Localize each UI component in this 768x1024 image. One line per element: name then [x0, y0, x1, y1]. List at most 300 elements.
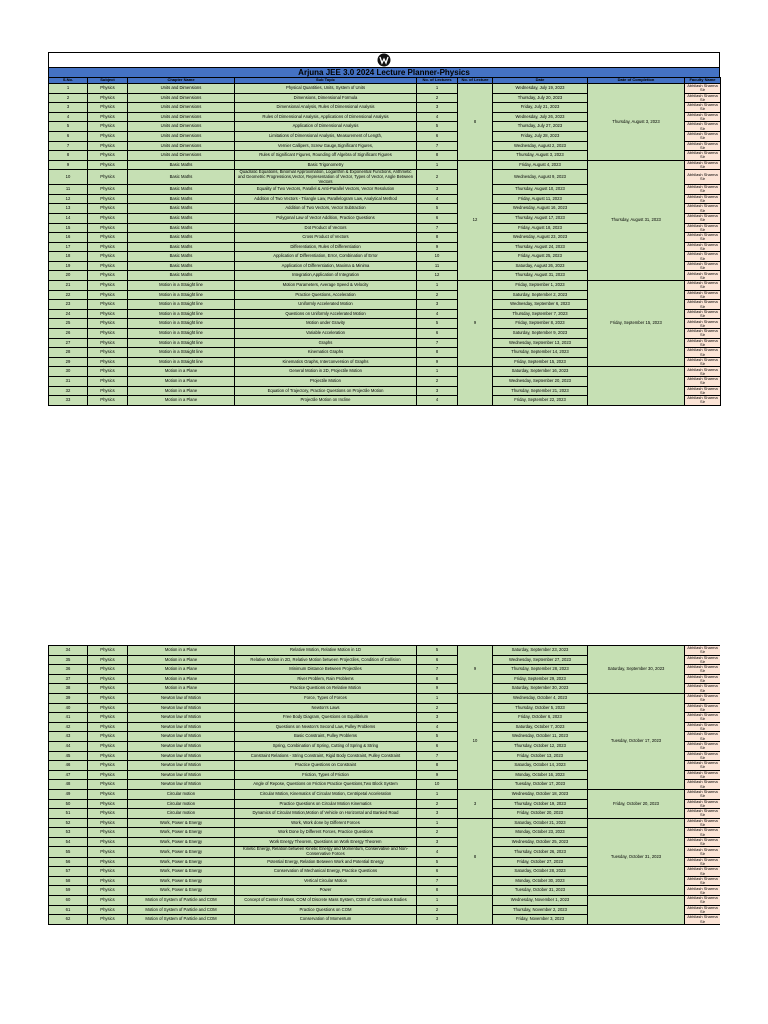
chapter-name-cell: Basic Maths	[128, 194, 235, 204]
faculty-name-cell: Abhilash Sharma Sir	[685, 357, 721, 367]
chapter-name-cell: Work, Power & Energy	[128, 828, 235, 838]
faculty-name-cell: Abhilash Sharma Sir	[685, 170, 721, 185]
planner-sheet-2	[48, 645, 720, 1024]
lecture-number-cell: 9	[417, 242, 458, 252]
serial-number-cell: 48	[49, 780, 88, 790]
date-cell: Saturday, September 23, 2023	[493, 646, 588, 656]
date-cell: Thursday, October 26, 2023	[493, 847, 588, 857]
serial-number-cell: 44	[49, 741, 88, 751]
column-header: Chapter Name	[128, 78, 235, 84]
chapter-name-cell: Newton law of Motion	[128, 703, 235, 713]
chapter-name-cell: Motion in a Plane	[128, 674, 235, 684]
faculty-name-cell: Abhilash Sharma Sir	[685, 281, 721, 291]
serial-number-cell: 7	[49, 141, 88, 151]
subject-cell: Physics	[88, 185, 128, 195]
completion-date-cell: Tuesday, October 17, 2023	[588, 693, 685, 789]
lecture-number-cell: 4	[417, 722, 458, 732]
sub-topic-cell: Conservation of Momentum	[235, 915, 417, 925]
lecture-number-cell: 12	[417, 271, 458, 281]
subject-cell: Physics	[88, 780, 128, 790]
date-cell: Wednesday, September 13, 2023	[493, 338, 588, 348]
faculty-name-cell: Abhilash Sharma Sir	[685, 185, 721, 195]
chapter-name-cell: Work, Power & Energy	[128, 847, 235, 857]
serial-number-cell: 56	[49, 857, 88, 867]
subject-cell: Physics	[88, 915, 128, 925]
sub-topic-cell: Practice Questions on Relative Motion	[235, 684, 417, 694]
faculty-name-cell: Abhilash Sharma Sir	[685, 309, 721, 319]
faculty-name-cell: Abhilash Sharma Sir	[685, 665, 721, 675]
chapter-name-cell: Units and Dimensions	[128, 122, 235, 132]
subject-cell: Physics	[88, 131, 128, 141]
lecture-number-cell: 2	[417, 377, 458, 387]
subject-cell: Physics	[88, 684, 128, 694]
serial-number-cell: 33	[49, 396, 88, 406]
date-cell: Tuesday, October 17, 2023	[493, 780, 588, 790]
lecture-count-cell	[458, 367, 493, 405]
date-cell: Saturday, September 9, 2023	[493, 329, 588, 339]
faculty-name-cell: Abhilash Sharma Sir	[685, 103, 721, 113]
lecture-number-cell: 1	[417, 160, 458, 170]
chapter-name-cell: Basic Maths	[128, 213, 235, 223]
date-cell: Friday, August 25, 2023	[493, 252, 588, 262]
faculty-name-cell: Abhilash Sharma Sir	[685, 329, 721, 339]
lecture-number-cell: 10	[417, 780, 458, 790]
date-cell: Friday, July 28, 2023	[493, 131, 588, 141]
date-cell: Thursday, September 14, 2023	[493, 348, 588, 358]
serial-number-cell: 31	[49, 377, 88, 387]
sub-topic-cell: Uniformly Accelerated Motion	[235, 300, 417, 310]
date-cell: Friday, October 27, 2023	[493, 857, 588, 867]
subject-cell: Physics	[88, 761, 128, 771]
date-cell: Friday, October 20, 2023	[493, 809, 588, 819]
subject-cell: Physics	[88, 809, 128, 819]
sub-topic-cell: General Motion in 2D, Projectile Motion	[235, 367, 417, 377]
sub-topic-cell: Motion Parameters, Average Speed & Velocity	[235, 281, 417, 291]
serial-number-cell: 23	[49, 300, 88, 310]
chapter-name-cell: Motion in a Straight line	[128, 309, 235, 319]
lecture-number-cell: 3	[417, 103, 458, 113]
column-header: Date	[493, 78, 588, 84]
column-header: S.No.	[49, 78, 88, 84]
subject-cell: Physics	[88, 160, 128, 170]
sub-topic-cell: Questions on Newton's Second Law, Pulley Problems	[235, 722, 417, 732]
lecture-number-cell: 3	[417, 300, 458, 310]
chapter-name-cell: Basic Maths	[128, 252, 235, 262]
date-cell: Thursday, September 21, 2023	[493, 386, 588, 396]
subject-cell: Physics	[88, 886, 128, 896]
subject-cell: Physics	[88, 357, 128, 367]
sub-topic-cell: Limitations of Dimensional Analysis, Measurement of Length,	[235, 131, 417, 141]
date-cell: Friday, July 21, 2023	[493, 103, 588, 113]
serial-number-cell: 25	[49, 319, 88, 329]
faculty-name-cell: Abhilash Sharma Sir	[685, 818, 721, 828]
chapter-name-cell: Basic Maths	[128, 233, 235, 243]
subject-cell: Physics	[88, 377, 128, 387]
date-cell: Friday, November 3, 2023	[493, 915, 588, 925]
completion-date-cell: Saturday, September 30, 2023	[588, 646, 685, 694]
serial-number-cell: 53	[49, 828, 88, 838]
serial-number-cell: 15	[49, 223, 88, 233]
sub-topic-cell: Cross Product of Vectors	[235, 233, 417, 243]
faculty-name-cell: Abhilash Sharma Sir	[685, 213, 721, 223]
planner-title: Arjuna JEE 3.0 2024 Lecture Planner-Physics	[48, 67, 720, 77]
sub-topic-cell: Quadratic Equations, Binomial Approximation, Logarithm & Exponential Functions, Arithmetic and Geometric Progressions,Vector, Representation of Vector, Types of Vector, Angle Between Vectors	[235, 170, 417, 185]
sub-topic-cell: Projectile Motion	[235, 377, 417, 387]
date-cell: Saturday, October 21, 2023	[493, 818, 588, 828]
sub-topic-cell: Relative Motion, Relative Motion in 1D	[235, 646, 417, 656]
lecture-count-cell: 8	[458, 84, 493, 161]
faculty-name-cell: Abhilash Sharma Sir	[685, 770, 721, 780]
subject-cell: Physics	[88, 122, 128, 132]
chapter-name-cell: Units and Dimensions	[128, 131, 235, 141]
subject-cell: Physics	[88, 386, 128, 396]
sub-topic-cell: Spring, Combination of Spring, Cutting of Spring & String	[235, 741, 417, 751]
sub-topic-cell: Power	[235, 886, 417, 896]
serial-number-cell: 3	[49, 103, 88, 113]
date-cell: Wednesday, July 26, 2023	[493, 112, 588, 122]
serial-number-cell: 46	[49, 761, 88, 771]
sub-topic-cell: River Problem, Rain Problems	[235, 674, 417, 684]
table-row	[49, 281, 721, 291]
chapter-name-cell: Basic Maths	[128, 223, 235, 233]
sub-topic-cell: Application of Differentiation, Maxima & Minima	[235, 261, 417, 271]
planner-sheet-1	[48, 52, 720, 406]
faculty-name-cell: Abhilash Sharma Sir	[685, 93, 721, 103]
completion-date-cell	[588, 367, 685, 405]
lecture-count-cell: 12	[458, 160, 493, 280]
lecture-number-cell: 3	[417, 915, 458, 925]
sub-topic-cell: Force, Types of Forces	[235, 693, 417, 703]
chapter-name-cell: Motion of System of Particle and COM	[128, 915, 235, 925]
subject-cell: Physics	[88, 329, 128, 339]
lecture-number-cell: 10	[417, 252, 458, 262]
faculty-name-cell: Abhilash Sharma Sir	[685, 261, 721, 271]
date-cell: Tuesday, October 31, 2023	[493, 886, 588, 896]
chapter-name-cell: Newton law of Motion	[128, 770, 235, 780]
table-row	[49, 367, 721, 377]
date-cell: Wednesday, October 25, 2023	[493, 837, 588, 847]
sub-topic-cell: Differentiation, Rules of Differentiation	[235, 242, 417, 252]
faculty-name-cell: Abhilash Sharma Sir	[685, 112, 721, 122]
faculty-name-cell: Abhilash Sharma Sir	[685, 204, 721, 214]
lecture-number-cell: 1	[417, 896, 458, 906]
sub-topic-cell: Dynamics of Circular Motion,Motion of Vehicle on Horizontal and Banked Road	[235, 809, 417, 819]
date-cell: Saturday, September 2, 2023	[493, 290, 588, 300]
lecture-number-cell: 6	[417, 329, 458, 339]
subject-cell: Physics	[88, 732, 128, 742]
subject-cell: Physics	[88, 252, 128, 262]
date-cell: Saturday, October 7, 2023	[493, 722, 588, 732]
chapter-name-cell: Newton law of Motion	[128, 751, 235, 761]
chapter-name-cell: Units and Dimensions	[128, 151, 235, 161]
sub-topic-cell: Rules of Significant Figures, Rounding off Algebra of Significant Figures	[235, 151, 417, 161]
date-cell: Friday, August 4, 2023	[493, 160, 588, 170]
sub-topic-cell: Friction, Types of Friction	[235, 770, 417, 780]
faculty-name-cell: Abhilash Sharma Sir	[685, 732, 721, 742]
lecture-number-cell: 7	[417, 665, 458, 675]
serial-number-cell: 27	[49, 338, 88, 348]
faculty-name-cell: Abhilash Sharma Sir	[685, 242, 721, 252]
date-cell: Monday, October 23, 2023	[493, 828, 588, 838]
date-cell: Wednesday, October 4, 2023	[493, 693, 588, 703]
planner-table-1	[48, 77, 721, 406]
faculty-name-cell: Abhilash Sharma Sir	[685, 377, 721, 387]
sub-topic-cell: Addition of Two Vectors - Triangle Law, Parallelogram Law, Analytical Method	[235, 194, 417, 204]
chapter-name-cell: Basic Maths	[128, 242, 235, 252]
serial-number-cell: 16	[49, 233, 88, 243]
sub-topic-cell: Polygonal Law of Vector Addition, Practice Questions	[235, 213, 417, 223]
lecture-number-cell: 7	[417, 141, 458, 151]
chapter-name-cell: Newton law of Motion	[128, 732, 235, 742]
sub-topic-cell: Motion under Gravity	[235, 319, 417, 329]
serial-number-cell: 14	[49, 213, 88, 223]
serial-number-cell: 11	[49, 185, 88, 195]
serial-number-cell: 42	[49, 722, 88, 732]
serial-number-cell: 52	[49, 818, 88, 828]
table-row	[49, 896, 721, 906]
table-row	[49, 693, 721, 703]
lecture-number-cell: 1	[417, 84, 458, 94]
faculty-name-cell: Abhilash Sharma Sir	[685, 194, 721, 204]
subject-cell: Physics	[88, 204, 128, 214]
serial-number-cell: 13	[49, 204, 88, 214]
serial-number-cell: 54	[49, 837, 88, 847]
faculty-name-cell: Abhilash Sharma Sir	[685, 722, 721, 732]
date-cell: Wednesday, August 16, 2023	[493, 204, 588, 214]
chapter-name-cell: Motion in a Straight line	[128, 329, 235, 339]
serial-number-cell: 50	[49, 799, 88, 809]
faculty-name-cell: Abhilash Sharma Sir	[685, 290, 721, 300]
completion-date-cell: Thursday, August 31, 2023	[588, 160, 685, 280]
column-header: Subject	[88, 78, 128, 84]
lecture-number-cell: 8	[417, 674, 458, 684]
lecture-count-cell: 8	[458, 818, 493, 895]
lecture-number-cell: 9	[417, 684, 458, 694]
sub-topic-cell: Practice Questions on Constraint	[235, 761, 417, 771]
faculty-name-cell: Abhilash Sharma Sir	[685, 789, 721, 799]
table-row	[49, 160, 721, 170]
chapter-name-cell: Circular motion	[128, 809, 235, 819]
chapter-name-cell: Circular motion	[128, 799, 235, 809]
serial-number-cell: 45	[49, 751, 88, 761]
date-cell: Saturday, August 26, 2023	[493, 261, 588, 271]
lecture-number-cell: 8	[417, 233, 458, 243]
subject-cell: Physics	[88, 300, 128, 310]
lecture-number-cell: 5	[417, 646, 458, 656]
serial-number-cell: 39	[49, 693, 88, 703]
lecture-number-cell: 1	[417, 693, 458, 703]
lecture-number-cell: 1	[417, 367, 458, 377]
chapter-name-cell: Newton law of Motion	[128, 722, 235, 732]
sub-topic-cell: Circular Motion, Kinematics of Circular Motion, Centripetal Acceleration	[235, 789, 417, 799]
sub-topic-cell: Conservation of Mechanical Energy, Practice Questions	[235, 867, 417, 877]
completion-date-cell	[588, 896, 685, 925]
date-cell: Thursday, October 19, 2023	[493, 799, 588, 809]
chapter-name-cell: Newton law of Motion	[128, 713, 235, 723]
sub-topic-cell: Graphs	[235, 338, 417, 348]
faculty-name-cell: Abhilash Sharma Sir	[685, 646, 721, 656]
lecture-number-cell: 4	[417, 194, 458, 204]
subject-cell: Physics	[88, 309, 128, 319]
lecture-number-cell: 6	[417, 213, 458, 223]
serial-number-cell: 36	[49, 665, 88, 675]
date-cell: Saturday, September 16, 2023	[493, 367, 588, 377]
table-row	[49, 818, 721, 828]
sub-topic-cell: Physical Quantities, Units, System of Units	[235, 84, 417, 94]
sub-topic-cell: Work, Work done by Different Forces	[235, 818, 417, 828]
chapter-name-cell: Motion in a Straight line	[128, 357, 235, 367]
subject-cell: Physics	[88, 242, 128, 252]
subject-cell: Physics	[88, 751, 128, 761]
sub-topic-cell: Potential Energy, Relation Between Work and Potential Energy	[235, 857, 417, 867]
sub-topic-cell: Angle of Repose, Questions on Friction Practice Questions,Two Block System	[235, 780, 417, 790]
chapter-name-cell: Motion in a Plane	[128, 665, 235, 675]
chapter-name-cell: Work, Power & Energy	[128, 857, 235, 867]
subject-cell: Physics	[88, 847, 128, 857]
serial-number-cell: 29	[49, 357, 88, 367]
faculty-name-cell: Abhilash Sharma Sir	[685, 396, 721, 406]
faculty-name-cell: Abhilash Sharma Sir	[685, 896, 721, 906]
date-cell: Thursday, August 3, 2023	[493, 151, 588, 161]
faculty-name-cell: Abhilash Sharma Sir	[685, 131, 721, 141]
chapter-name-cell: Motion in a Straight line	[128, 348, 235, 358]
chapter-name-cell: Motion of System of Particle and COM	[128, 905, 235, 915]
serial-number-cell: 28	[49, 348, 88, 358]
lecture-number-cell: 6	[417, 867, 458, 877]
date-cell: Friday, September 15, 2023	[493, 357, 588, 367]
lecture-number-cell: 8	[417, 151, 458, 161]
serial-number-cell: 20	[49, 271, 88, 281]
lecture-number-cell: 6	[417, 655, 458, 665]
faculty-name-cell: Abhilash Sharma Sir	[685, 857, 721, 867]
subject-cell: Physics	[88, 367, 128, 377]
chapter-name-cell: Newton law of Motion	[128, 761, 235, 771]
sub-topic-cell: Integration,Application of Integration	[235, 271, 417, 281]
chapter-name-cell: Basic Maths	[128, 204, 235, 214]
faculty-name-cell: Abhilash Sharma Sir	[685, 84, 721, 94]
table-row	[49, 84, 721, 94]
lecture-number-cell: 4	[417, 112, 458, 122]
faculty-name-cell: Abhilash Sharma Sir	[685, 780, 721, 790]
chapter-name-cell: Basic Maths	[128, 160, 235, 170]
subject-cell: Physics	[88, 876, 128, 886]
subject-cell: Physics	[88, 290, 128, 300]
date-cell: Thursday, July 27, 2023	[493, 122, 588, 132]
lecture-number-cell: 9	[417, 770, 458, 780]
lecture-number-cell: 1	[417, 281, 458, 291]
chapter-name-cell: Units and Dimensions	[128, 93, 235, 103]
lecture-number-cell: 3	[417, 837, 458, 847]
lecture-number-cell: 3	[417, 713, 458, 723]
chapter-name-cell: Motion in a Straight line	[128, 300, 235, 310]
date-cell: Thursday, October 5, 2023	[493, 703, 588, 713]
date-cell: Friday, August 18, 2023	[493, 223, 588, 233]
faculty-name-cell: Abhilash Sharma Sir	[685, 905, 721, 915]
serial-number-cell: 43	[49, 732, 88, 742]
lecture-number-cell: 6	[417, 131, 458, 141]
lecture-number-cell: 2	[417, 703, 458, 713]
serial-number-cell: 22	[49, 290, 88, 300]
serial-number-cell: 41	[49, 713, 88, 723]
sub-topic-cell: Dimensional Analysis, Rules of Dimensional Analysis	[235, 103, 417, 113]
lecture-number-cell: 8	[417, 348, 458, 358]
date-cell: Wednesday, July 19, 2023	[493, 84, 588, 94]
institute-logo-icon	[377, 53, 391, 67]
date-cell: Friday, September 29, 2023	[493, 674, 588, 684]
sub-topic-cell: Work Energy Theorem, Questions on Work Energy Theorem	[235, 837, 417, 847]
sub-topic-cell: Vernier Callipers, Screw Gauge,Significant Figures,	[235, 141, 417, 151]
sub-topic-cell: Concept of Center of Mass, COM of Discrete Mass System, COM of Continuous Bodies	[235, 896, 417, 906]
lecture-number-cell: 8	[417, 886, 458, 896]
faculty-name-cell: Abhilash Sharma Sir	[685, 761, 721, 771]
faculty-name-cell: Abhilash Sharma Sir	[685, 847, 721, 857]
subject-cell: Physics	[88, 194, 128, 204]
serial-number-cell: 21	[49, 281, 88, 291]
lecture-number-cell: 9	[417, 357, 458, 367]
date-cell: Friday, August 11, 2023	[493, 194, 588, 204]
faculty-name-cell: Abhilash Sharma Sir	[685, 799, 721, 809]
faculty-name-cell: Abhilash Sharma Sir	[685, 122, 721, 132]
sub-topic-cell: Minimum Distance Between Projectiles	[235, 665, 417, 675]
column-header: Date of Completion	[588, 78, 685, 84]
serial-number-cell: 4	[49, 112, 88, 122]
sub-topic-cell: Dot Product of Vectors	[235, 223, 417, 233]
serial-number-cell: 61	[49, 905, 88, 915]
chapter-name-cell: Basic Maths	[128, 271, 235, 281]
lecture-number-cell: 2	[417, 828, 458, 838]
date-cell: Friday, October 6, 2023	[493, 713, 588, 723]
faculty-name-cell: Abhilash Sharma Sir	[685, 300, 721, 310]
serial-number-cell: 47	[49, 770, 88, 780]
subject-cell: Physics	[88, 905, 128, 915]
chapter-name-cell: Units and Dimensions	[128, 103, 235, 113]
chapter-name-cell: Motion in a Straight line	[128, 319, 235, 329]
subject-cell: Physics	[88, 170, 128, 185]
chapter-name-cell: Motion in a Plane	[128, 386, 235, 396]
subject-cell: Physics	[88, 799, 128, 809]
chapter-name-cell: Newton law of Motion	[128, 741, 235, 751]
subject-cell: Physics	[88, 655, 128, 665]
date-cell: Wednesday, August 9, 2023	[493, 170, 588, 185]
sub-topic-cell: Variable Acceleration	[235, 329, 417, 339]
serial-number-cell: 51	[49, 809, 88, 819]
lecture-number-cell: 1	[417, 818, 458, 828]
chapter-name-cell: Motion in a Straight line	[128, 290, 235, 300]
date-cell: Monday, October 30, 2023	[493, 876, 588, 886]
chapter-name-cell: Basic Maths	[128, 170, 235, 185]
completion-date-cell: Tuesday, October 31, 2023	[588, 818, 685, 895]
chapter-name-cell: Units and Dimensions	[128, 84, 235, 94]
sub-topic-cell: Vertical Circular Motion	[235, 876, 417, 886]
serial-number-cell: 58	[49, 876, 88, 886]
date-cell: Saturday, October 14, 2023	[493, 761, 588, 771]
lecture-count-cell: 9	[458, 281, 493, 367]
subject-cell: Physics	[88, 867, 128, 877]
lecture-number-cell: 7	[417, 876, 458, 886]
subject-cell: Physics	[88, 646, 128, 656]
lecture-number-cell: 5	[417, 204, 458, 214]
subject-cell: Physics	[88, 261, 128, 271]
faculty-name-cell: Abhilash Sharma Sir	[685, 703, 721, 713]
logo-bar	[48, 52, 720, 67]
serial-number-cell: 38	[49, 684, 88, 694]
date-cell: Thursday, July 20, 2023	[493, 93, 588, 103]
lecture-number-cell: 5	[417, 732, 458, 742]
subject-cell: Physics	[88, 396, 128, 406]
sub-topic-cell: Kinematics Graphs, Interconversion of Graphs	[235, 357, 417, 367]
faculty-name-cell: Abhilash Sharma Sir	[685, 837, 721, 847]
faculty-name-cell: Abhilash Sharma Sir	[685, 886, 721, 896]
